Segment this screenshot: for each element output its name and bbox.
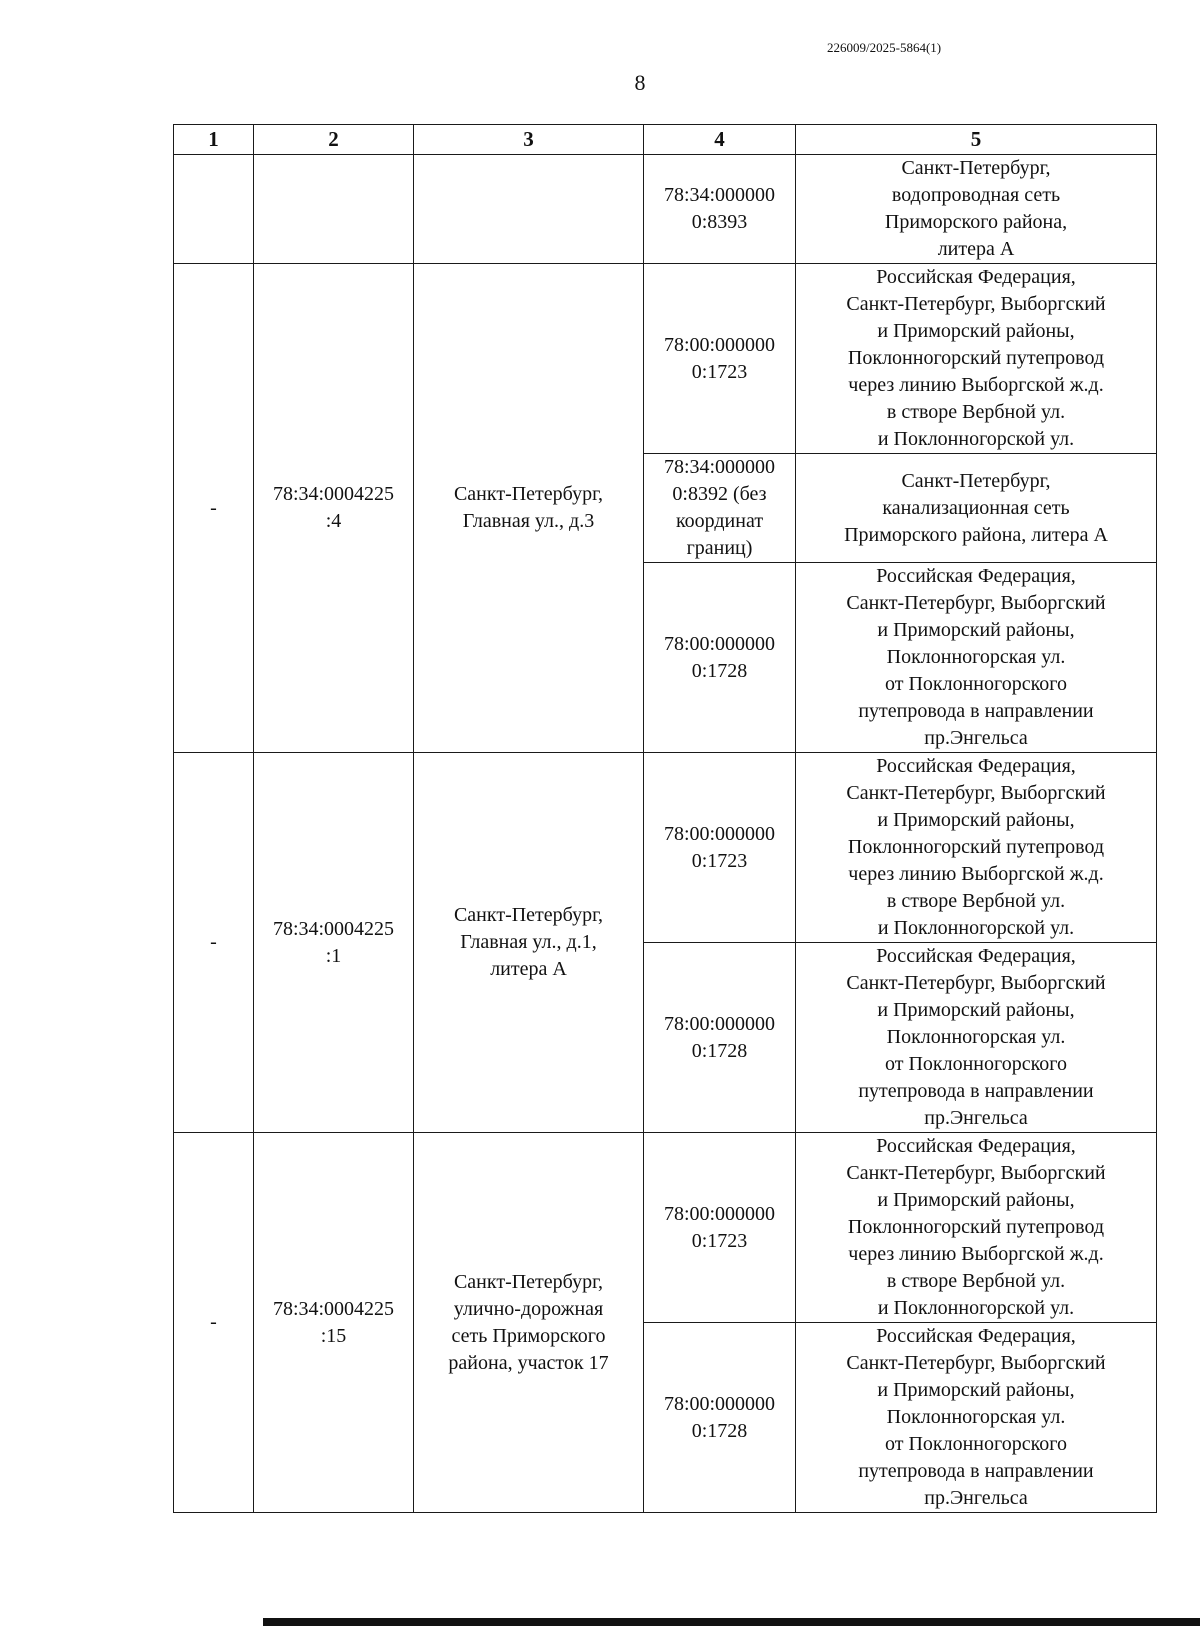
- object-description-cell: Российская Федерация, Санкт-Петербург, Выборгский и Приморский районы, Поклонногорская ул. от Поклонногорского путепровода в направлении пр.Энгельса: [796, 1323, 1157, 1513]
- address-cell: Санкт-Петербург, Главная ул., д.1, литера А: [414, 753, 644, 1133]
- table-row: [174, 264, 1157, 454]
- table-header-row: [174, 125, 1157, 155]
- page-number: 8: [634, 70, 646, 95]
- row-number-cell: [174, 155, 254, 264]
- address-cell: Санкт-Петербург, улично-дорожная сеть Приморского района, участок 17: [414, 1133, 644, 1513]
- row-number-cell: -: [174, 1133, 254, 1513]
- object-description-cell: Санкт-Петербург, канализационная сеть Приморского района, литера А: [796, 454, 1157, 563]
- address-cell: [414, 155, 644, 264]
- cadastral-number-cell: 78:00:000000 0:1728: [644, 563, 796, 753]
- object-description-cell: Российская Федерация, Санкт-Петербург, Выборгский и Приморский районы, Поклонногорский путепровод через линию Выборгской ж.д. в створе Вербной ул. и Поклонногорской ул.: [796, 1133, 1157, 1323]
- row-number-cell: -: [174, 264, 254, 753]
- column-header-2: 2: [254, 125, 414, 155]
- cadastral-number-cell: 78:00:000000 0:1728: [644, 1323, 796, 1513]
- parcel-number-cell: 78:34:0004225 :15: [254, 1133, 414, 1513]
- cadastral-number-cell: 78:34:000000 0:8392 (без координат границ): [644, 454, 796, 563]
- row-number-cell: -: [174, 753, 254, 1133]
- document-number: 226009/2025-5864(1): [827, 40, 942, 55]
- parcel-table: [173, 124, 1157, 1513]
- object-description-cell: Российская Федерация, Санкт-Петербург, Выборгский и Приморский районы, Поклонногорская ул. от Поклонногорского путепровода в направлении пр.Энгельса: [796, 943, 1157, 1133]
- object-description-cell: Санкт-Петербург, водопроводная сеть Приморского района, литера А: [796, 155, 1157, 264]
- column-header-3: 3: [414, 125, 644, 155]
- column-header-5: 5: [796, 125, 1157, 155]
- cadastral-number-cell: 78:00:000000 0:1723: [644, 264, 796, 454]
- cadastral-number-cell: 78:00:000000 0:1723: [644, 753, 796, 943]
- cadastral-number-cell: 78:00:000000 0:1728: [644, 943, 796, 1133]
- table-row: [174, 155, 1157, 264]
- parcel-number-cell: [254, 155, 414, 264]
- parcel-number-cell: 78:34:0004225 :4: [254, 264, 414, 753]
- object-description-cell: Российская Федерация, Санкт-Петербург, Выборгский и Приморский районы, Поклонногорский путепровод через линию Выборгской ж.д. в створе Вербной ул. и Поклонногорской ул.: [796, 753, 1157, 943]
- object-description-cell: Российская Федерация, Санкт-Петербург, Выборгский и Приморский районы, Поклонногорский путепровод через линию Выборгской ж.д. в створе Вербной ул. и Поклонногорской ул.: [796, 264, 1157, 454]
- address-cell: Санкт-Петербург, Главная ул., д.3: [414, 264, 644, 753]
- cadastral-number-cell: 78:34:000000 0:8393: [644, 155, 796, 264]
- parcel-number-cell: 78:34:0004225 :1: [254, 753, 414, 1133]
- table-row: [174, 753, 1157, 943]
- cadastral-number-cell: 78:00:000000 0:1723: [644, 1133, 796, 1323]
- scan-edge-line: [263, 1618, 1200, 1626]
- object-description-cell: Российская Федерация, Санкт-Петербург, Выборгский и Приморский районы, Поклонногорская ул. от Поклонногорского путепровода в направлении пр.Энгельса: [796, 563, 1157, 753]
- column-header-4: 4: [644, 125, 796, 155]
- column-header-1: 1: [174, 125, 254, 155]
- table-row: [174, 1133, 1157, 1323]
